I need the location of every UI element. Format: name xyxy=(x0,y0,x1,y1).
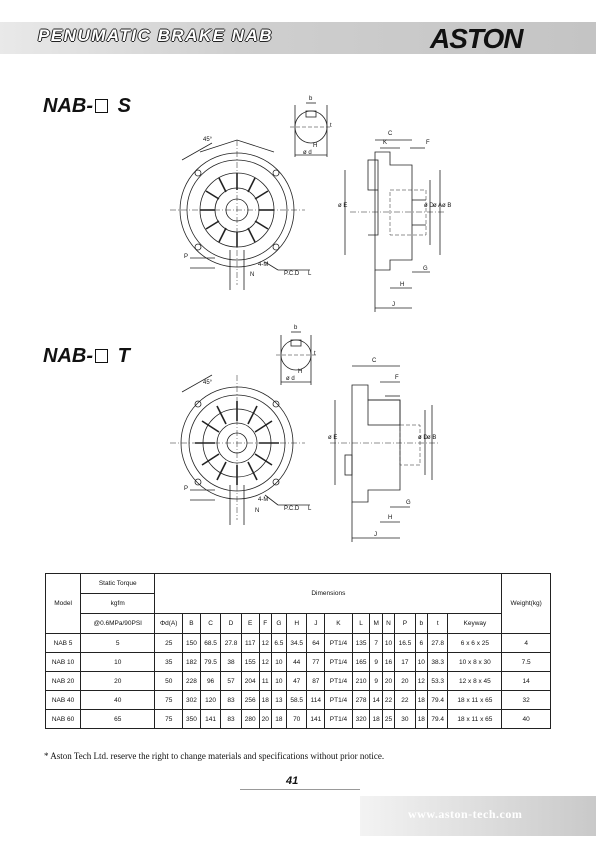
table-cell: 17 xyxy=(395,653,415,672)
table-cell: 25 xyxy=(382,710,394,729)
header-title: PENUMATIC BRAKE NAB xyxy=(38,26,274,45)
header-dim: b xyxy=(415,614,427,634)
table-cell: 34.5 xyxy=(286,634,306,653)
table-cell: 150 xyxy=(183,634,201,653)
table-cell: 9 xyxy=(370,672,382,691)
table-cell: NAB 40 xyxy=(46,691,81,710)
dim-label-t: ø B xyxy=(427,435,437,441)
table-cell: 18 xyxy=(259,691,271,710)
table-cell: 38 xyxy=(221,653,241,672)
table-cell: 5 xyxy=(81,634,155,653)
header-dim: D xyxy=(221,614,241,634)
dim-label-t: J xyxy=(374,532,377,538)
table-row xyxy=(46,691,551,710)
table-cell: 114 xyxy=(307,691,325,710)
nab-s-front-view xyxy=(170,140,310,290)
table-cell: 20 xyxy=(259,710,271,729)
brand-logo: ASTON xyxy=(430,23,523,54)
table-cell: 75 xyxy=(155,691,183,710)
dim-label-s: ø D xyxy=(424,203,434,209)
pcd-label-t: P.C.D xyxy=(284,506,300,512)
dim-label-s: ø E xyxy=(338,203,348,209)
dim-label-s: G xyxy=(423,266,428,272)
table-cell: 10 xyxy=(271,672,286,691)
model-suffix: T xyxy=(117,345,130,367)
table-header-row xyxy=(46,614,551,634)
header-static-torque: Static Torque xyxy=(81,574,155,594)
bolt-label-t: 4-M xyxy=(258,497,269,503)
table-cell: 210 xyxy=(352,672,370,691)
table-cell: 18 xyxy=(271,710,286,729)
table-cell: 79.4 xyxy=(427,691,447,710)
pcd-label-s: P.C.D xyxy=(284,271,300,277)
table-cell: 10 xyxy=(415,653,427,672)
table-cell: 204 xyxy=(241,672,259,691)
angle-label-t: 45° xyxy=(203,380,213,386)
table-cell: 27.8 xyxy=(221,634,241,653)
dim-label-t: N xyxy=(255,508,260,514)
table-cell: 53.3 xyxy=(427,672,447,691)
dim-label-t: P xyxy=(184,486,189,492)
table-cell: 79.5 xyxy=(200,653,220,672)
table-cell: 65 xyxy=(81,710,155,729)
dim-label-s: b xyxy=(309,96,313,102)
table-cell: 18 x 11 x 65 xyxy=(448,691,502,710)
table-cell: 182 xyxy=(183,653,201,672)
table-cell: 64 xyxy=(307,634,325,653)
table-cell: 117 xyxy=(241,634,259,653)
dim-label-s: N xyxy=(250,272,255,278)
header-dim: Keyway xyxy=(448,614,502,634)
table-cell: 10 xyxy=(81,653,155,672)
header-dim: B xyxy=(183,614,201,634)
table-cell: 22 xyxy=(395,691,415,710)
header-dim: J xyxy=(307,614,325,634)
dim-label-t: F xyxy=(395,375,399,381)
table-cell: 44 xyxy=(286,653,306,672)
dim-label-t: G xyxy=(406,500,411,506)
table-cell: 10 xyxy=(271,653,286,672)
dim-label-t: C xyxy=(372,358,377,364)
table-cell: 32 xyxy=(502,691,551,710)
table-cell: 320 xyxy=(352,710,370,729)
header-dim: L xyxy=(352,614,370,634)
table-row xyxy=(46,710,551,729)
dim-label-s: J xyxy=(392,302,395,308)
dim-label-t: H xyxy=(388,515,393,521)
table-cell: 135 xyxy=(352,634,370,653)
page-rule xyxy=(240,789,360,790)
model-prefix: NAB- xyxy=(43,345,93,367)
header-dim: N xyxy=(382,614,394,634)
table-cell: 20 xyxy=(382,672,394,691)
table-cell: 18 xyxy=(415,691,427,710)
header-dim: G xyxy=(271,614,286,634)
table-cell: 7.5 xyxy=(502,653,551,672)
table-cell: 22 xyxy=(382,691,394,710)
header-weight: Weight(kg) xyxy=(502,574,551,634)
table-cell: 165 xyxy=(352,653,370,672)
table-header-row xyxy=(46,574,551,594)
table-cell: PT1/4 xyxy=(325,634,353,653)
header-dim: M xyxy=(370,614,382,634)
header-dim: H xyxy=(286,614,306,634)
dim-label-s: H xyxy=(400,282,405,288)
dim-label-s: K xyxy=(383,140,388,146)
table-cell: 12 xyxy=(415,672,427,691)
table-cell: 7 xyxy=(370,634,382,653)
header-unit: kgfm xyxy=(81,594,155,614)
header-dim: t xyxy=(427,614,447,634)
specification-table xyxy=(45,573,551,729)
table-cell: 27.8 xyxy=(427,634,447,653)
table-cell: PT1/4 xyxy=(325,710,353,729)
table-cell: 302 xyxy=(183,691,201,710)
table-cell: 6 x 6 x 25 xyxy=(448,634,502,653)
table-cell: 57 xyxy=(221,672,241,691)
nab-t-side-view xyxy=(330,366,440,542)
model-suffix: S xyxy=(117,95,131,117)
table-cell: PT1/4 xyxy=(325,691,353,710)
table-cell: 58.5 xyxy=(286,691,306,710)
dim-label-t: H xyxy=(298,369,303,375)
nab-s-side-view xyxy=(345,140,445,312)
table-cell: 9 xyxy=(370,653,382,672)
dim-label-s: ø B xyxy=(442,203,452,209)
table-cell: PT1/4 xyxy=(325,672,353,691)
disclaimer-note: * Aston Tech Ltd. reserve the right to change materials and specifications without prior notice. xyxy=(44,751,385,761)
table-cell: 75 xyxy=(155,710,183,729)
table-cell: 40 xyxy=(502,710,551,729)
table-cell: 11 xyxy=(259,672,271,691)
table-cell: NAB 10 xyxy=(46,653,81,672)
table-cell: NAB 20 xyxy=(46,672,81,691)
table-cell: 10 x 8 x 30 xyxy=(448,653,502,672)
table-cell: 25 xyxy=(155,634,183,653)
dim-label-t: b xyxy=(294,325,298,331)
header-model: Model xyxy=(46,574,81,634)
header-pressure: @0.6MPa/90PSI xyxy=(81,614,155,634)
table-cell: PT1/4 xyxy=(325,653,353,672)
table-cell: 141 xyxy=(200,710,220,729)
dim-label-t: ø D xyxy=(418,435,428,441)
table-cell: 16 xyxy=(382,653,394,672)
header-dim: Φd(A) xyxy=(155,614,183,634)
dim-label-s: t xyxy=(330,123,332,129)
dim-label-t: ø d xyxy=(286,376,295,382)
table-cell: 87 xyxy=(307,672,325,691)
table-cell: 83 xyxy=(221,691,241,710)
dim-label-s: H xyxy=(313,143,318,149)
table-cell: 12 x 8 x 45 xyxy=(448,672,502,691)
dim-label-s: C xyxy=(388,131,393,137)
dim-label-s: L xyxy=(308,271,312,277)
header-dim: K xyxy=(325,614,353,634)
header-dim: E xyxy=(241,614,259,634)
bolt-label-s: 4-M xyxy=(258,262,269,268)
table-row xyxy=(46,634,551,653)
table-cell: 10 xyxy=(382,634,394,653)
nab-t-front-view xyxy=(170,375,310,525)
nab-t-shaft-detail xyxy=(276,332,316,385)
table-cell: 120 xyxy=(200,691,220,710)
table-cell: 256 xyxy=(241,691,259,710)
angle-label-s: 45° xyxy=(203,137,213,143)
table-cell: 12 xyxy=(259,634,271,653)
table-cell: 350 xyxy=(183,710,201,729)
table-cell: 50 xyxy=(155,672,183,691)
table-cell: 77 xyxy=(307,653,325,672)
table-cell: 47 xyxy=(286,672,306,691)
table-cell: 70 xyxy=(286,710,306,729)
table-cell: 16.5 xyxy=(395,634,415,653)
dim-label-t: t xyxy=(314,351,316,357)
table-cell: 141 xyxy=(307,710,325,729)
table-cell: 20 xyxy=(395,672,415,691)
table-body xyxy=(46,634,551,729)
table-cell: 14 xyxy=(370,691,382,710)
table-cell: 35 xyxy=(155,653,183,672)
dim-label-s: F xyxy=(426,140,430,146)
table-cell: 278 xyxy=(352,691,370,710)
model-prefix: NAB- xyxy=(43,95,93,117)
table-cell: 14 xyxy=(502,672,551,691)
header-dim: P xyxy=(395,614,415,634)
table-cell: 20 xyxy=(81,672,155,691)
table-cell: 68.5 xyxy=(200,634,220,653)
table-cell: 96 xyxy=(200,672,220,691)
table-cell: 12 xyxy=(259,653,271,672)
table-cell: 38.3 xyxy=(427,653,447,672)
table-cell: 13 xyxy=(271,691,286,710)
table-row xyxy=(46,672,551,691)
table-cell: NAB 60 xyxy=(46,710,81,729)
dim-label-t: ø E xyxy=(328,435,338,441)
table-cell: 6 xyxy=(415,634,427,653)
table-cell: 83 xyxy=(221,710,241,729)
header-dim: C xyxy=(200,614,220,634)
table-cell: 30 xyxy=(395,710,415,729)
table-cell: 40 xyxy=(81,691,155,710)
header-dimensions: Dimensions xyxy=(155,574,502,614)
table-cell: 155 xyxy=(241,653,259,672)
website-link[interactable]: www.aston-tech.com xyxy=(408,807,523,821)
header-dim: F xyxy=(259,614,271,634)
dim-label-s: ø A xyxy=(433,203,443,209)
page-number: 41 xyxy=(286,775,299,787)
table-cell: 18 x 11 x 65 xyxy=(448,710,502,729)
table-cell: NAB 5 xyxy=(46,634,81,653)
table-cell: 4 xyxy=(502,634,551,653)
dim-label-t: L xyxy=(308,506,312,512)
table-cell: 228 xyxy=(183,672,201,691)
table-cell: 18 xyxy=(370,710,382,729)
nab-s-shaft-detail xyxy=(290,103,332,157)
table-cell: 79.4 xyxy=(427,710,447,729)
table-cell: 280 xyxy=(241,710,259,729)
table-cell: 6.5 xyxy=(271,634,286,653)
dim-label-s: P xyxy=(184,254,189,260)
dim-label-s: ø d xyxy=(303,150,312,156)
table-row xyxy=(46,653,551,672)
table-cell: 18 xyxy=(415,710,427,729)
